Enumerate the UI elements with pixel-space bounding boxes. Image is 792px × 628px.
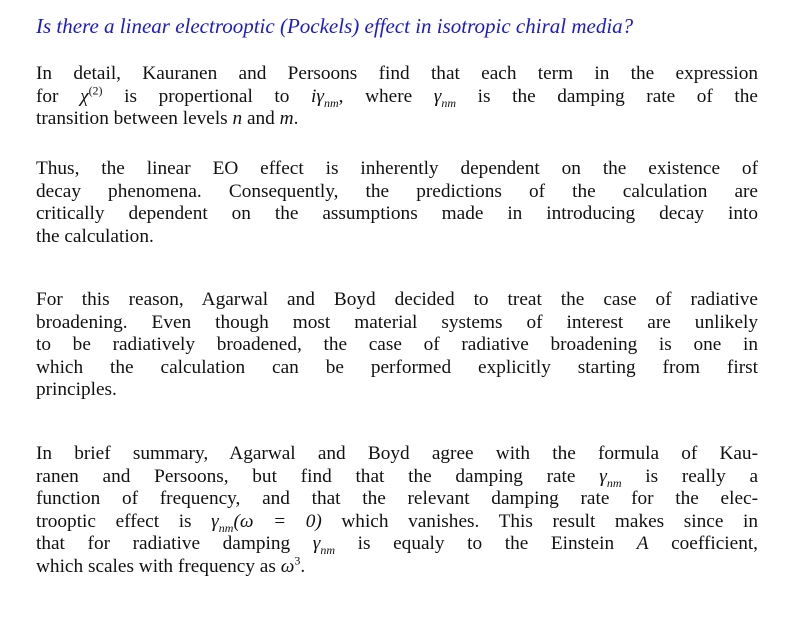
paragraph-kauranen — [36, 63, 758, 131]
text-line: Thus, the linear EO effect is inherently dependent on the existence of — [36, 158, 758, 179]
chi-symbol: χ — [80, 85, 89, 107]
paragraph-eo-effect — [36, 158, 758, 248]
slide-title: Is there a linear electrooptic (Pockels) effect in isotropic chiral media? — [36, 14, 634, 38]
text-line: For this reason, Agarwal and Boyd decided to treat the case of radiative — [36, 289, 758, 310]
text-line: for $\chi^{(2)}$ is propertional to $i\gamma_{nm}$, where $\gamma_{nm}$ is the damping rate of the — [36, 83, 758, 110]
text-line: critically dependent on the assumptions made in introducing decay into — [36, 203, 758, 225]
text-line: In detail, Kauranen and Persoons find that each term in the expression — [36, 63, 758, 84]
paragraph-summary — [36, 443, 758, 579]
text-line: which the calculation can be performed explicitly starting from first — [36, 356, 758, 378]
text-line: In brief summary, Agarwal and Boyd agree with the formula of Kau- — [36, 443, 758, 464]
text-line: to be radiatively broadened, the case of radiative broadening is one in — [36, 334, 758, 356]
text-line: function of frequency, and that the relevant damping rate for the elec- — [36, 488, 758, 510]
text-line: principles. — [36, 379, 117, 401]
text-line: which scales with frequency as $\omega^3$. — [36, 553, 306, 577]
gamma-symbol: γ — [433, 85, 442, 107]
text-line: transition between levels n and m. — [36, 108, 299, 130]
text-line: the calculation. — [36, 225, 154, 247]
text-line: trooptic effect is $\gamma_{nm}(\omega = 0)$ which vanishes. This result makes since in — [36, 510, 758, 535]
text-line: broadening. Even though most material systems of interest are unlikely — [36, 311, 758, 333]
paragraph-agarwal-boyd — [36, 289, 758, 402]
text-line: decay phenomena. Consequently, the predictions of the calculation are — [36, 180, 758, 202]
text-line: ranen and Persoons, but find that the damping rate $\gamma_{nm}$ is really a — [36, 465, 758, 490]
text-line: that for radiative damping $\gamma_{nm}$ is equaly to the Einstein A coefficient, — [36, 533, 759, 558]
